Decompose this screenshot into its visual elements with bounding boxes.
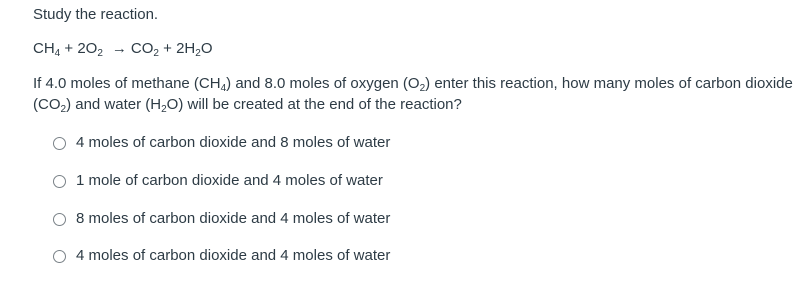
radio-button[interactable] xyxy=(53,250,66,263)
radio-button[interactable] xyxy=(53,175,66,188)
prompt-subscript: 4 xyxy=(220,83,227,94)
equation-subscript: 4 xyxy=(54,48,61,59)
prompt-subscript: 2 xyxy=(419,83,426,94)
equation-subscript: 2 xyxy=(97,48,103,59)
prompt-text: ) and 8.0 moles of oxygen (O xyxy=(226,75,420,92)
prompt-text: ) and water (H xyxy=(66,96,162,113)
equation-carbon-dioxide: CO xyxy=(130,40,154,57)
equation-subscript: 2 xyxy=(153,48,159,59)
answer-label: 4 moles of carbon dioxide and 4 moles of water xyxy=(76,247,391,264)
answer-option[interactable] xyxy=(53,131,390,155)
equation-oxygen: + 2O xyxy=(60,40,98,57)
answer-label: 1 mole of carbon dioxide and 4 moles of water xyxy=(76,172,383,189)
prompt-subscript: 2 xyxy=(161,104,167,115)
radio-button[interactable] xyxy=(53,137,66,150)
prompt-text: ) enter this reaction, how many moles of carbon dioxide (CO xyxy=(33,75,793,113)
prompt-text: O) will be created at the end of the reaction? xyxy=(166,96,462,113)
answer-option[interactable] xyxy=(53,169,383,193)
reaction-arrow: → xyxy=(111,40,127,57)
answer-label: 8 moles of carbon dioxide and 4 moles of water xyxy=(76,210,391,227)
answer-option[interactable] xyxy=(53,207,390,231)
radio-button[interactable] xyxy=(53,213,66,226)
prompt-text: If 4.0 moles of methane (CH xyxy=(33,75,221,92)
question-intro: Study the reaction. xyxy=(33,6,159,23)
equation-subscript: 2 xyxy=(195,48,201,59)
equation-methane: CH xyxy=(33,40,55,57)
answer-option[interactable] xyxy=(53,244,390,268)
equation-water: + 2H xyxy=(158,40,196,57)
equation-water-end: O xyxy=(200,40,213,57)
reaction-equation xyxy=(33,39,212,59)
prompt-subscript: 2 xyxy=(60,104,67,115)
answer-label: 4 moles of carbon dioxide and 8 moles of water xyxy=(76,134,391,151)
question-prompt xyxy=(33,73,798,115)
